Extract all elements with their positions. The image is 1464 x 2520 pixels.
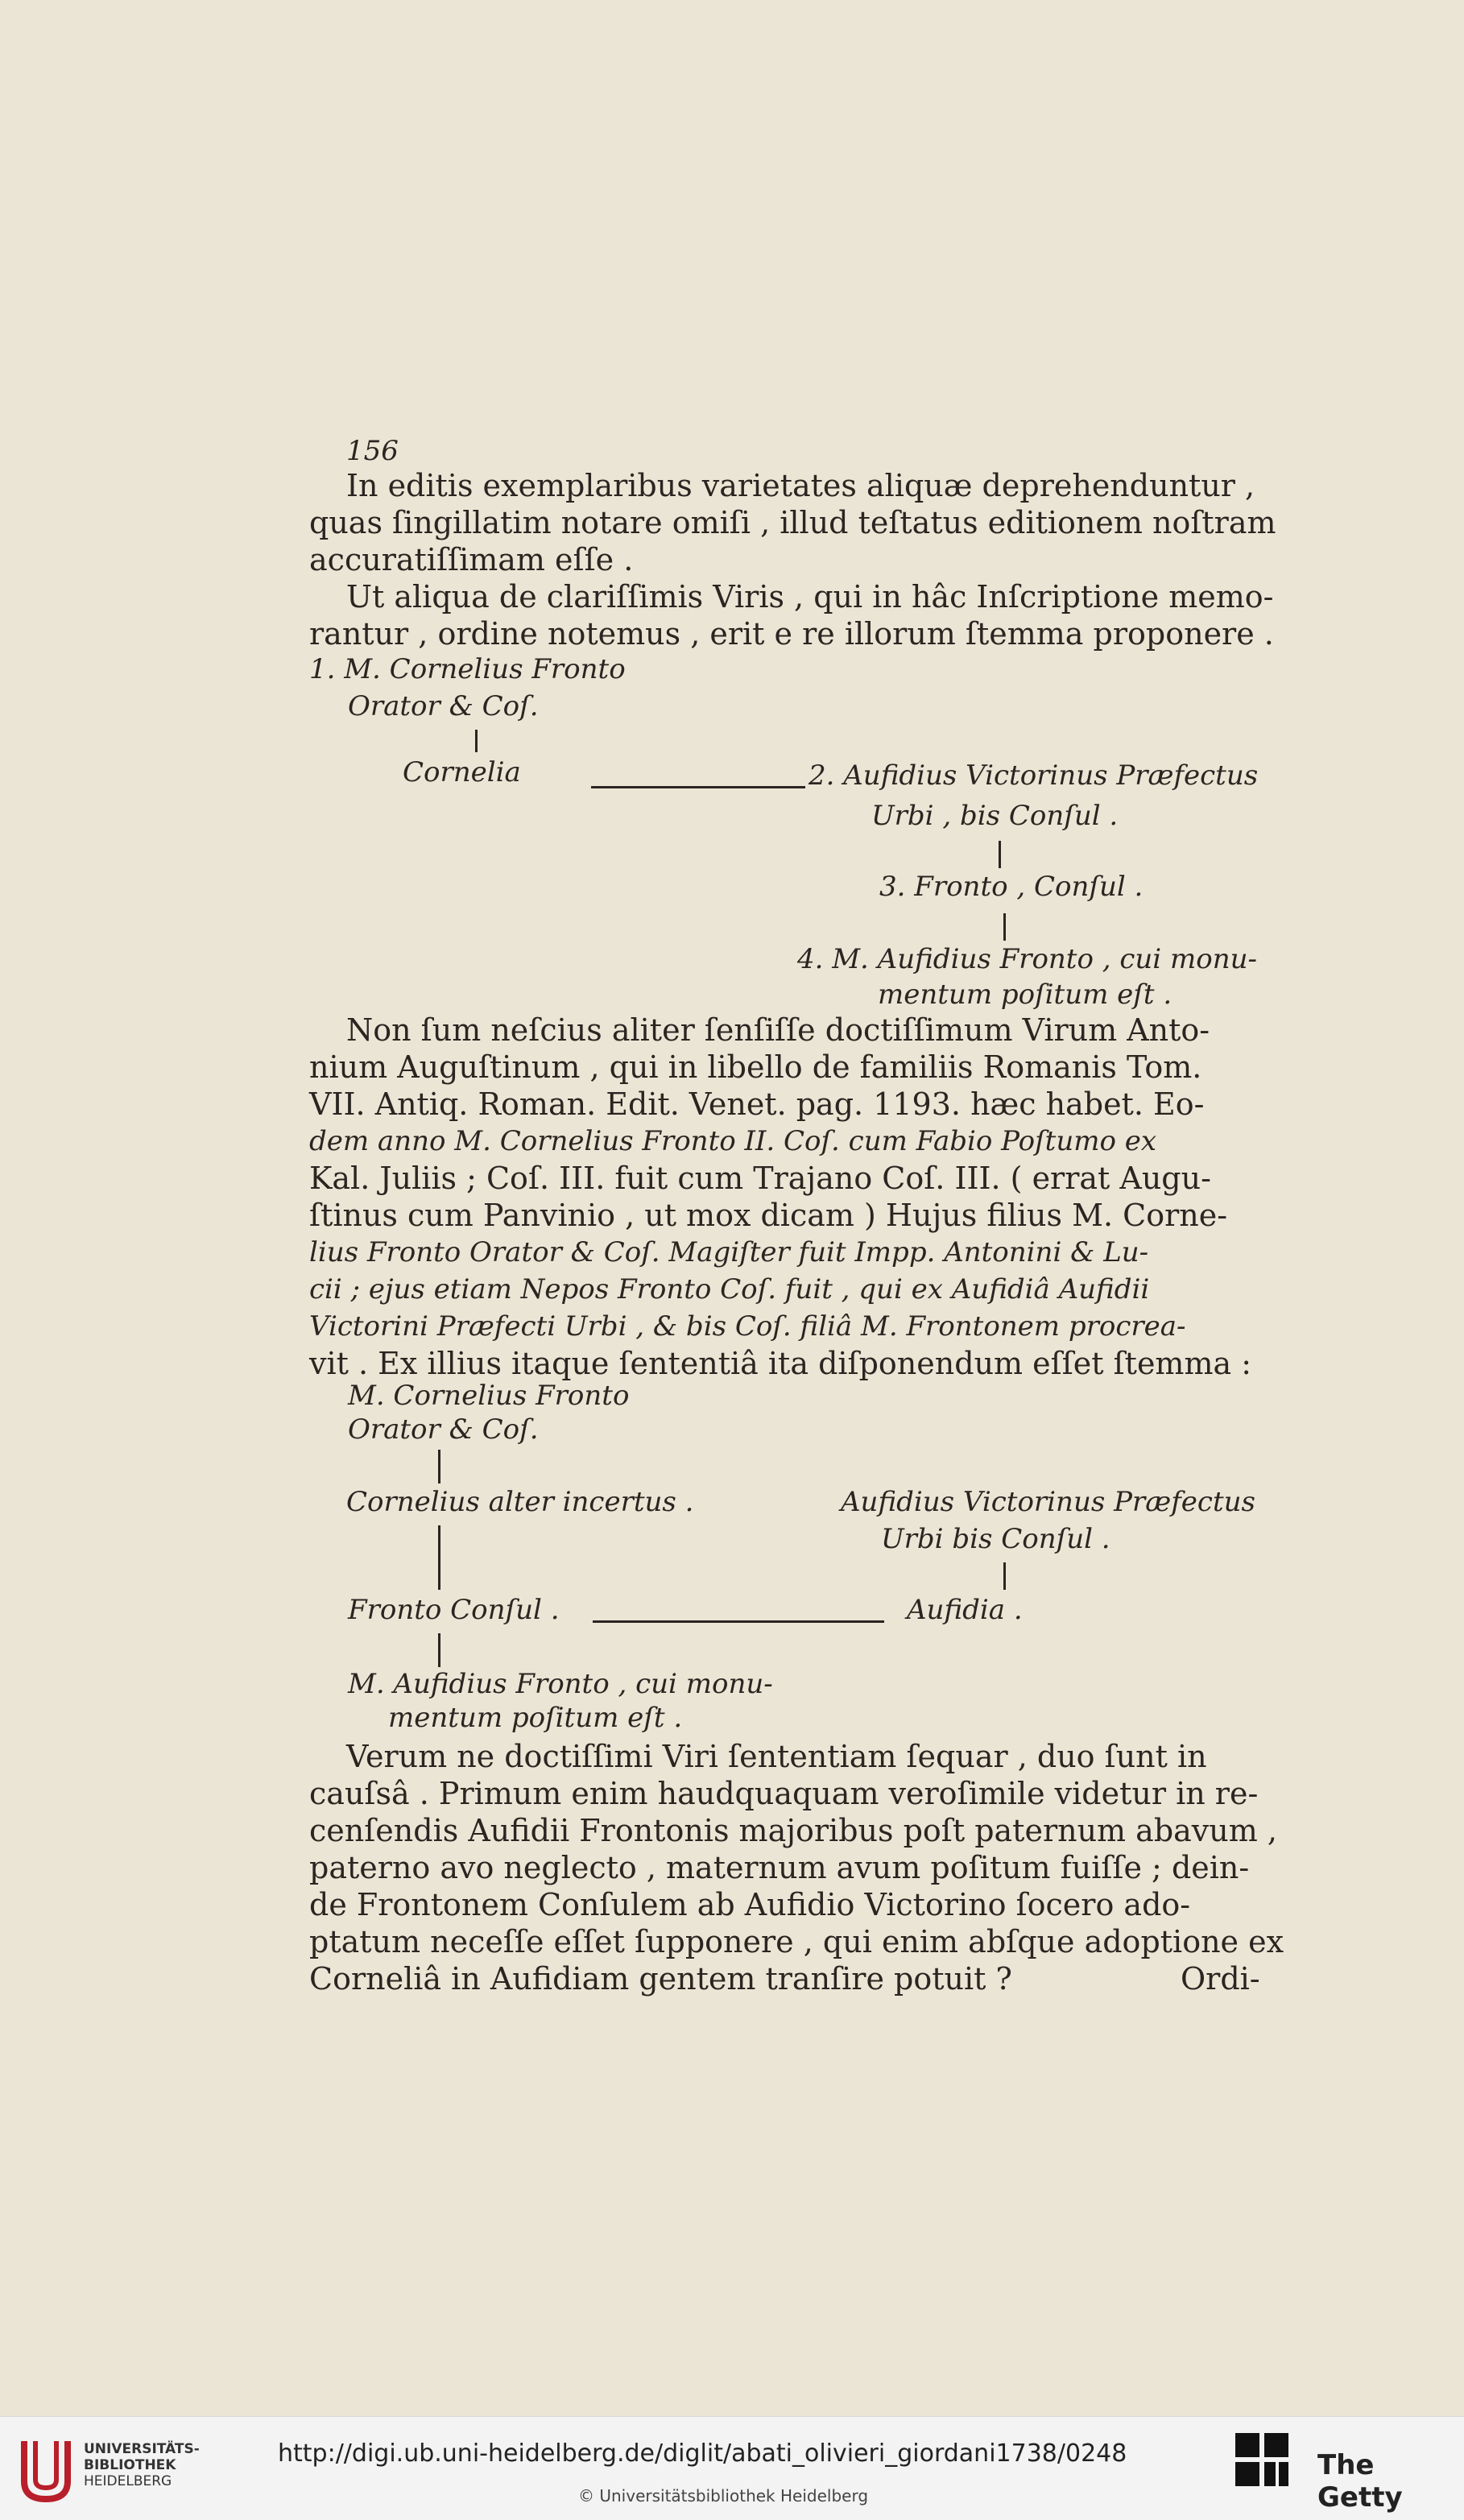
stemma-node: Cornelius alter incertus .	[346, 1486, 694, 1518]
paragraph-2	[309, 578, 1300, 652]
line: paterno avo neglecto , maternum avum poſitum fuiſſe ; dein-	[309, 1850, 1250, 1885]
line: Ut aliqua de clariſſimis Viris , qui in hâc Inſcriptione memo-	[346, 579, 1274, 614]
copyright-text: © Universitätsbibliothek Heidelberg	[578, 2486, 869, 2506]
line: lius Fronto Orator & Coſ. Magiſter fuit Impp. Antonini & Lu-	[309, 1236, 1149, 1268]
stemma-connector	[475, 730, 478, 752]
line: quas ſingillatim notare omiſi , illud teſtatus editionem noſtram	[309, 505, 1276, 540]
page-number: 156	[346, 435, 399, 467]
line: vit . Ex illius itaque ſententiâ ita diſponendum eſſet ſtemma :	[309, 1346, 1252, 1381]
line: Corneliâ in Aufidiam gentem tranſire potuit ?	[309, 1961, 1012, 1997]
stemma-connector	[593, 1620, 884, 1623]
stemma-node: 3. Fronto , Conſul .	[879, 871, 1143, 903]
stemma-node: Cornelia	[403, 756, 521, 788]
line: Non ſum neſcius aliter ſenſiſſe doctiſſimum Virum Anto-	[346, 1012, 1210, 1048]
university-library-logo-icon	[18, 2433, 74, 2506]
library-name	[84, 2441, 200, 2489]
line: ptatum neceſſe eſſet ſupponere , qui enim abſque adoptione ex	[309, 1924, 1284, 1959]
line: Kal. Juliis ; Coſ. III. fuit cum Trajano Coſ. III. ( errat Augu-	[309, 1161, 1211, 1196]
getty-logo-icon	[1232, 2428, 1297, 2501]
stemma-connector	[1003, 913, 1006, 941]
line: nium Auguſtinum , qui in libello de familiis Romanis Tom.	[309, 1049, 1202, 1085]
stemma-connector	[1003, 1562, 1006, 1590]
line: cauſsâ . Primum enim haudquaquam veroſimile videtur in re-	[309, 1776, 1259, 1811]
stemma-node: Fronto Conſul .	[348, 1594, 560, 1626]
stemma-connector	[438, 1525, 440, 1590]
footer-bar	[0, 2416, 1464, 2520]
library-name-line: HEIDELBERG	[84, 2473, 172, 2489]
library-name-line: UNIVERSITÄTS-	[84, 2441, 200, 2457]
stemma-node: Urbi , bis Conſul .	[871, 800, 1119, 832]
stemma-connector	[438, 1450, 440, 1483]
line: In editis exemplaribus varietates aliquæ deprehenduntur ,	[346, 468, 1255, 503]
library-name-line: BIBLIOTHEK	[84, 2457, 176, 2473]
stemma-node: 1. M. Cornelius Fronto	[309, 653, 626, 685]
paragraph-3	[309, 1012, 1300, 1382]
line: de Frontonem Conſulem ab Aufidio Victorino ſocero ado-	[309, 1887, 1191, 1922]
paragraph-1	[309, 467, 1300, 578]
getty-label: The Getty	[1317, 2449, 1403, 2514]
line: ſtinus cum Panvinio , ut mox dicam ) Hujus filius M. Corne-	[309, 1198, 1228, 1233]
stemma-node: mentum poſitum eſt .	[388, 1702, 683, 1734]
catchword: Ordi-	[1181, 1961, 1260, 1997]
stemma-node: 4. M. Aufidius Fronto , cui monu-	[797, 943, 1257, 975]
stemma-node: Urbi bis Conſul .	[881, 1523, 1110, 1555]
line: Verum ne doctiſſimi Viri ſententiam ſequar , duo ſunt in	[346, 1739, 1207, 1774]
line: cenſendis Aufidii Frontonis majoribus poſt paternum abavum ,	[309, 1813, 1277, 1848]
line: Victorini Præfecti Urbi , & bis Coſ. filiâ M. Frontonem procrea-	[309, 1310, 1186, 1343]
stemma-connector	[438, 1633, 440, 1667]
stemma-node: M. Aufidius Fronto , cui monu-	[348, 1668, 773, 1700]
line: cii ; ejus etiam Nepos Fronto Coſ. fuit , qui ex Aufidiâ Aufidii	[309, 1273, 1150, 1306]
source-url-link[interactable]: http://digi.ub.uni-heidelberg.de/diglit/abati_olivieri_giordani1738/0248	[278, 2439, 1127, 2468]
line: rantur , ordine notemus , erit e re illorum ſtemma proponere .	[309, 616, 1274, 652]
stemma-node: Orator & Coſ.	[348, 690, 539, 722]
stemma-node: Aufidia .	[907, 1594, 1023, 1626]
stemma-node: mentum poſitum eſt .	[878, 979, 1172, 1011]
stemma-connector	[591, 786, 805, 788]
stemma-connector	[999, 841, 1001, 868]
line: accuratiſſimam eſſe .	[309, 542, 634, 577]
paragraph-4	[309, 1738, 1300, 1997]
stemma-node: Orator & Coſ.	[348, 1413, 539, 1446]
line: VII. Antiq. Roman. Edit. Venet. pag. 1193. hæc habet. Eo-	[309, 1086, 1205, 1122]
line: dem anno M. Cornelius Fronto II. Coſ. cum Fabio Poſtumo ex	[309, 1125, 1157, 1157]
stemma-node: 2. Aufidius Victorinus Præfectus	[809, 759, 1259, 792]
stemma-node: Aufidius Victorinus Præfectus	[841, 1486, 1255, 1518]
stemma-node: M. Cornelius Fronto	[348, 1380, 630, 1412]
